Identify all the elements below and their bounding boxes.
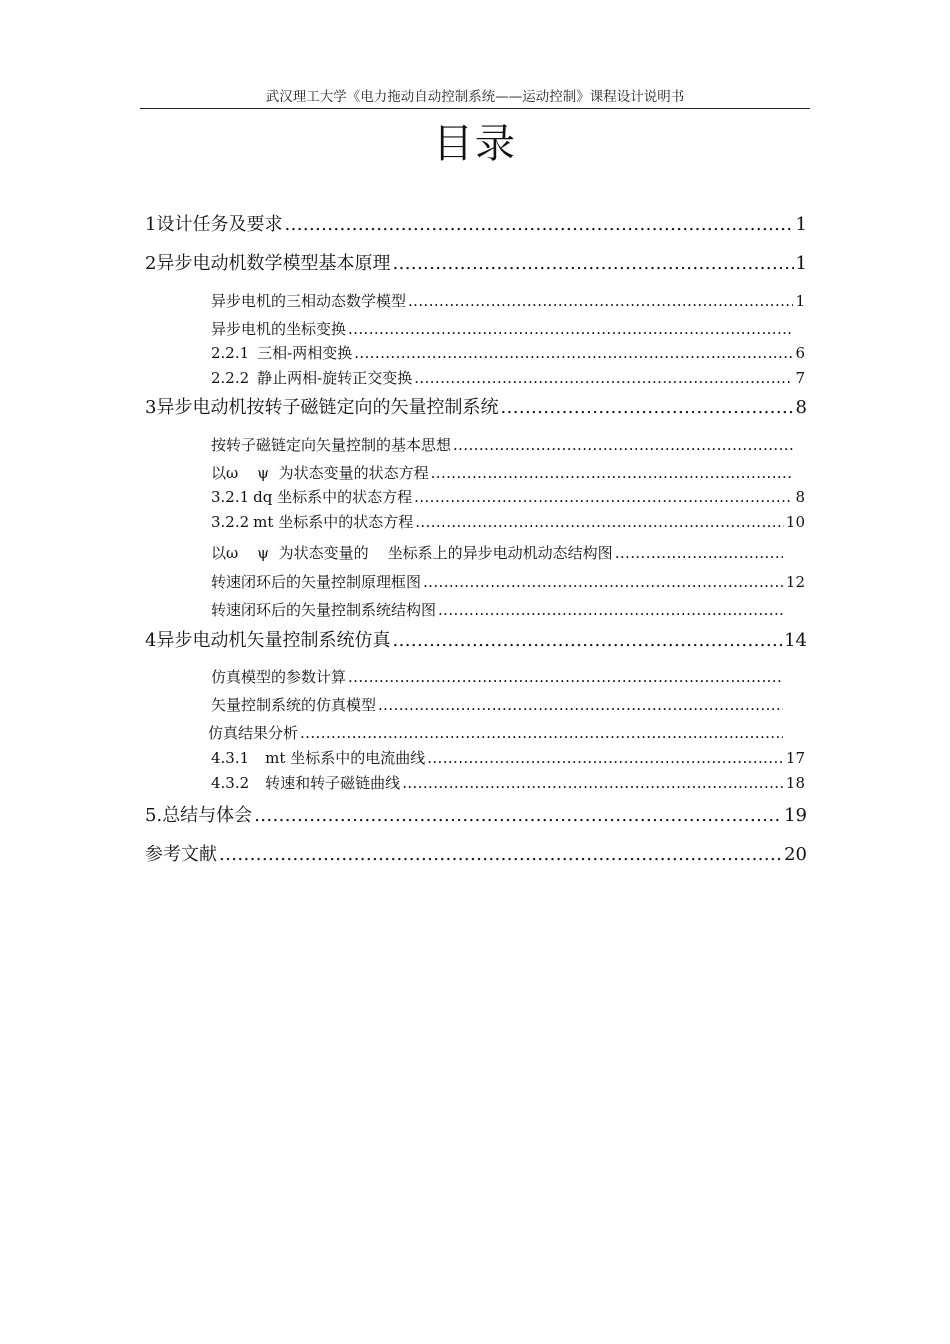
toc-entry-text: 三相-两相变换 <box>257 344 353 362</box>
dot-leader <box>414 368 793 388</box>
dot-leader <box>284 214 793 236</box>
toc-entry[interactable] <box>211 663 785 687</box>
toc-entry-text: mt 坐标系中的电流曲线 <box>265 749 426 767</box>
dot-leader <box>354 343 793 363</box>
page-title: 目录 <box>433 121 517 167</box>
toc-entry-page: 12 <box>785 573 805 591</box>
dot-leader <box>392 253 793 275</box>
running-header: 武汉理工大学《电力拖动自动控制系统——运动控制》课程设计说明书 <box>140 88 810 109</box>
toc-entry-text: 仿真模型的参数计算 <box>211 668 347 686</box>
toc-entry[interactable] <box>211 744 805 768</box>
toc-entry[interactable] <box>211 691 785 715</box>
toc-entry[interactable] <box>211 459 795 483</box>
toc-entry-number: 1 <box>145 214 157 235</box>
toc-entry-text: 以ω ψ 为状态变量的 坐标系上的异步电动机动态结构图 <box>211 544 613 562</box>
toc-entry-text: dq 坐标系中的状态方程 <box>253 488 413 506</box>
toc-entry-text: 以ω ψ 为状态变量的状态方程 <box>211 464 429 482</box>
toc-entry-number: 2.2.1 <box>211 344 250 362</box>
toc-entry-number: 4.3.2 <box>211 774 250 792</box>
dot-leader <box>427 748 784 768</box>
toc-entry-number: 2 <box>145 253 157 274</box>
dot-leader <box>615 543 783 563</box>
toc-entry[interactable] <box>145 212 807 236</box>
dot-leader <box>431 463 793 483</box>
toc-entry-text: 异步电动机矢量控制系统仿真 <box>156 630 391 651</box>
toc-entry[interactable] <box>145 395 807 419</box>
toc-entry-number: 2.2.2 <box>211 369 250 387</box>
toc-entry-text: mt 坐标系中的状态方程 <box>253 513 414 531</box>
dot-leader <box>254 805 782 827</box>
toc-entry-number: 3.2.1 <box>211 488 250 506</box>
dot-leader <box>348 667 783 687</box>
toc-entry[interactable] <box>145 803 807 827</box>
dot-leader <box>453 435 793 455</box>
toc-entry-text: 总结与体会 <box>162 805 253 826</box>
toc-entry[interactable] <box>211 596 785 620</box>
toc-entry-number: 5. <box>145 805 163 826</box>
toc-entry-page: 6 <box>795 344 805 362</box>
toc-entry-page: 8 <box>795 488 805 506</box>
toc-entry-page: 18 <box>785 774 805 792</box>
toc-entry[interactable] <box>208 719 785 743</box>
dot-leader <box>219 844 782 866</box>
dot-leader <box>300 723 783 743</box>
toc-entry-text: 设计任务及要求 <box>156 214 283 235</box>
toc-entry[interactable] <box>145 251 807 275</box>
toc-entry[interactable] <box>145 842 807 866</box>
toc-entry-number: 3 <box>145 397 157 418</box>
toc-entry[interactable] <box>211 539 785 563</box>
toc-entry-text: 异步电机的坐标变换 <box>211 320 347 338</box>
toc-entry[interactable] <box>211 315 795 339</box>
dot-leader <box>438 600 783 620</box>
dot-leader <box>402 773 784 793</box>
toc-entry[interactable] <box>211 483 805 507</box>
toc-entry[interactable] <box>211 364 805 388</box>
toc-entry-text: 转速和转子磁链曲线 <box>265 774 401 792</box>
toc-entry[interactable] <box>211 508 805 532</box>
toc-entry-text: 静止两相-旋转正交变换 <box>257 369 413 387</box>
toc-entry[interactable] <box>211 339 805 363</box>
toc-entry-text: 异步电机的三相动态数学模型 <box>211 292 407 310</box>
toc-entry-text: 转速闭环后的矢量控制原理框图 <box>211 573 422 591</box>
dot-leader <box>414 487 793 507</box>
toc-entry-page: 20 <box>784 844 807 865</box>
toc-entry-page: 7 <box>795 369 805 387</box>
toc-entry-text: 异步电动机数学模型基本原理 <box>156 253 391 274</box>
toc-entry-page: 17 <box>785 749 805 767</box>
dot-leader <box>348 319 793 339</box>
toc-entry-text: 参考文献 <box>145 844 217 865</box>
toc-entry-page: 8 <box>795 397 807 418</box>
toc-entry-page: 1 <box>795 253 807 274</box>
toc-entry-text: 转速闭环后的矢量控制系统结构图 <box>211 601 437 619</box>
toc-entry-page: 19 <box>784 805 807 826</box>
toc-entry-text: 矢量控制系统的仿真模型 <box>211 696 377 714</box>
toc-entry-page: 10 <box>785 513 805 531</box>
toc-entry[interactable] <box>211 287 805 311</box>
toc-entry-page: 1 <box>795 292 805 310</box>
toc-entry-number: 3.2.2 <box>211 513 250 531</box>
toc-entry-page: 14 <box>784 630 807 651</box>
toc-entry-number: 4 <box>145 630 157 651</box>
dot-leader <box>392 630 782 652</box>
dot-leader <box>378 695 783 715</box>
dot-leader <box>423 572 784 592</box>
toc-entry-page: 1 <box>795 214 807 235</box>
toc-entry[interactable] <box>211 769 805 793</box>
toc-entry[interactable] <box>211 431 795 455</box>
toc-entry-number: 4.3.1 <box>211 749 250 767</box>
toc-entry-text: 异步电动机按转子磁链定向的矢量控制系统 <box>156 397 499 418</box>
toc-entry[interactable] <box>145 628 807 652</box>
dot-leader <box>500 397 793 419</box>
toc-entry-text: 按转子磁链定向矢量控制的基本思想 <box>211 436 452 454</box>
dot-leader <box>408 291 793 311</box>
dot-leader <box>415 512 784 532</box>
toc-entry[interactable] <box>211 568 805 592</box>
toc-entry-text: 仿真结果分析 <box>208 724 299 742</box>
